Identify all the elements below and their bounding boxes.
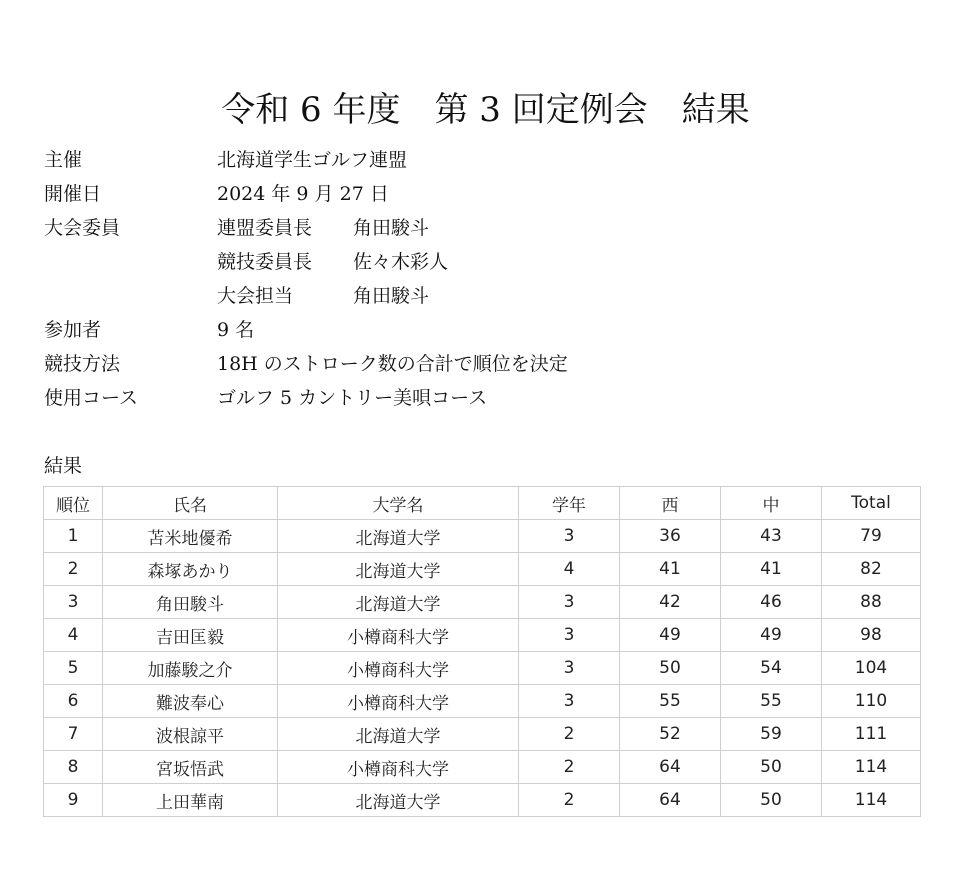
table-row: [44, 784, 921, 817]
organizer-label: 主催: [44, 149, 83, 171]
cell-west: 49: [620, 619, 721, 652]
course-value: ゴルフ 5 カントリー美唄コース: [217, 387, 488, 409]
cell-grade: 3: [519, 652, 620, 685]
cell-name: 難波奉心: [103, 685, 278, 718]
cell-total: 88: [822, 586, 921, 619]
cell-university: 北海道大学: [278, 553, 519, 586]
cell-total: 114: [822, 751, 921, 784]
committee-role: 連盟委員長: [217, 217, 313, 239]
cell-name: 吉田匡毅: [103, 619, 278, 652]
cell-name: 宮坂悟武: [103, 751, 278, 784]
header-name: 氏名: [103, 487, 278, 520]
cell-total: 104: [822, 652, 921, 685]
cell-middle: 50: [721, 751, 822, 784]
cell-rank: 5: [44, 652, 103, 685]
cell-total: 98: [822, 619, 921, 652]
cell-university: 北海道大学: [278, 520, 519, 553]
cell-rank: 1: [44, 520, 103, 553]
cell-west: 52: [620, 718, 721, 751]
cell-rank: 3: [44, 586, 103, 619]
cell-grade: 3: [519, 685, 620, 718]
cell-grade: 4: [519, 553, 620, 586]
cell-university: 小樽商科大学: [278, 619, 519, 652]
cell-west: 64: [620, 784, 721, 817]
cell-total: 82: [822, 553, 921, 586]
cell-rank: 6: [44, 685, 103, 718]
cell-university: 北海道大学: [278, 586, 519, 619]
header-university: 大学名: [278, 487, 519, 520]
cell-rank: 2: [44, 553, 103, 586]
cell-university: 小樽商科大学: [278, 652, 519, 685]
cell-university: 北海道大学: [278, 784, 519, 817]
results-table: [43, 486, 921, 817]
table-row: [44, 520, 921, 553]
cell-middle: 59: [721, 718, 822, 751]
cell-name: 加藤駿之介: [103, 652, 278, 685]
header-middle: 中: [721, 487, 822, 520]
cell-middle: 49: [721, 619, 822, 652]
cell-name: 苫米地優希: [103, 520, 278, 553]
table-row: [44, 718, 921, 751]
header-rank: 順位: [44, 487, 103, 520]
cell-middle: 55: [721, 685, 822, 718]
page-title: 令和 6 年度 第 3 回定例会 結果: [221, 90, 750, 130]
cell-middle: 46: [721, 586, 822, 619]
table-row: [44, 586, 921, 619]
method-label: 競技方法: [44, 353, 121, 375]
participants-value: 9 名: [217, 319, 255, 341]
cell-total: 79: [822, 520, 921, 553]
cell-west: 55: [620, 685, 721, 718]
cell-grade: 3: [519, 619, 620, 652]
cell-total: 114: [822, 784, 921, 817]
committee-label: 大会委員: [44, 217, 121, 239]
cell-rank: 7: [44, 718, 103, 751]
committee-role: 大会担当: [217, 285, 294, 307]
cell-west: 64: [620, 751, 721, 784]
table-row: [44, 553, 921, 586]
cell-total: 110: [822, 685, 921, 718]
results-heading: 結果: [44, 455, 83, 477]
cell-rank: 9: [44, 784, 103, 817]
table-row: [44, 619, 921, 652]
participants-label: 参加者: [44, 319, 102, 341]
cell-total: 111: [822, 718, 921, 751]
cell-university: 北海道大学: [278, 718, 519, 751]
cell-west: 42: [620, 586, 721, 619]
date-value: 2024 年 9 月 27 日: [217, 183, 389, 205]
committee-name: 角田駿斗: [353, 285, 430, 307]
date-label: 開催日: [44, 183, 102, 205]
cell-grade: 2: [519, 784, 620, 817]
cell-grade: 3: [519, 586, 620, 619]
course-label: 使用コース: [44, 387, 139, 409]
cell-west: 36: [620, 520, 721, 553]
header-west: 西: [620, 487, 721, 520]
cell-name: 上田華南: [103, 784, 278, 817]
cell-middle: 50: [721, 784, 822, 817]
cell-middle: 54: [721, 652, 822, 685]
header-grade: 学年: [519, 487, 620, 520]
cell-west: 41: [620, 553, 721, 586]
cell-grade: 2: [519, 751, 620, 784]
table-row: [44, 751, 921, 784]
method-value: 18H のストローク数の合計で順位を決定: [217, 353, 568, 375]
table-row: [44, 685, 921, 718]
cell-grade: 2: [519, 718, 620, 751]
cell-middle: 43: [721, 520, 822, 553]
cell-rank: 8: [44, 751, 103, 784]
cell-name: 森塚あかり: [103, 553, 278, 586]
table-header-row: [44, 487, 921, 520]
committee-name: 角田駿斗: [353, 217, 430, 239]
cell-grade: 3: [519, 520, 620, 553]
organizer-value: 北海道学生ゴルフ連盟: [217, 149, 408, 171]
committee-name: 佐々木彩人: [353, 251, 449, 273]
committee-role: 競技委員長: [217, 251, 313, 273]
header-total: Total: [822, 487, 921, 520]
table-row: [44, 652, 921, 685]
cell-middle: 41: [721, 553, 822, 586]
cell-university: 小樽商科大学: [278, 685, 519, 718]
cell-west: 50: [620, 652, 721, 685]
cell-name: 波根諒平: [103, 718, 278, 751]
cell-rank: 4: [44, 619, 103, 652]
cell-name: 角田駿斗: [103, 586, 278, 619]
cell-university: 小樽商科大学: [278, 751, 519, 784]
